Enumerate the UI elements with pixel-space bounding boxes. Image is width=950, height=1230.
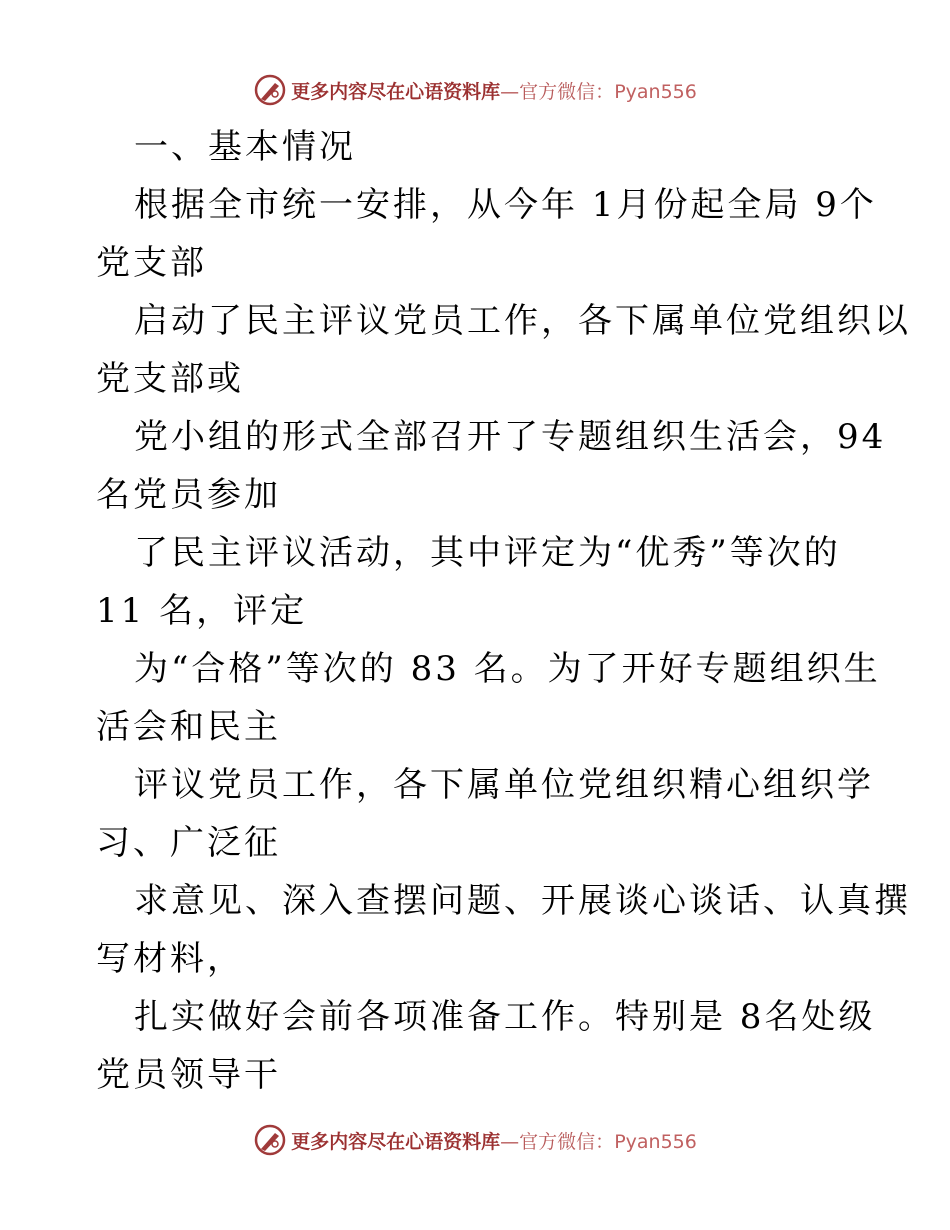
watermark-official: 官方微信：	[519, 1130, 615, 1153]
text-line: 写材料，	[96, 939, 244, 979]
text-line: 启动了民主评议党员工作，各下属单位党组织以	[134, 301, 911, 341]
text-line: 党员领导干	[96, 1055, 281, 1095]
watermark-main: 更多内容尽在心语资料库	[291, 80, 501, 103]
text-line: 了民主评议活动，其中评定为“优秀”等次的	[134, 533, 841, 573]
watermark-id: Pyan556	[614, 80, 697, 103]
watermark-id: Pyan556	[614, 1130, 697, 1153]
text-line: 评议党员工作，各下属单位党组织精心组织学	[134, 765, 874, 805]
text-line: 党支部	[96, 243, 207, 283]
pen-logo-icon	[253, 73, 287, 107]
watermark-separator: —	[500, 80, 520, 103]
text-line: 根据全市统一安排，从今年 1月份起全局 9个	[134, 185, 877, 225]
text-line: 党支部或	[96, 359, 244, 399]
text-line: 扎实做好会前各项准备工作。特别是 8名处级	[134, 997, 876, 1037]
watermark-text	[291, 1127, 697, 1154]
watermark-text	[291, 77, 697, 104]
pen-logo-icon	[253, 1123, 287, 1157]
watermark-header	[0, 68, 950, 112]
text-line: 活会和民主	[96, 707, 281, 747]
text-line: 名党员参加	[96, 475, 281, 515]
watermark-official: 官方微信：	[519, 80, 615, 103]
watermark-main: 更多内容尽在心语资料库	[291, 1130, 501, 1153]
watermark-separator: —	[500, 1130, 520, 1153]
text-line: 11 名，评定	[96, 591, 308, 631]
text-line: 为“合格”等次的 83 名。为了开好专题组织生	[134, 649, 881, 689]
text-line: 党小组的形式全部召开了专题组织生活会，94	[134, 417, 887, 457]
text-line: 习、广泛征	[96, 823, 281, 863]
watermark-footer	[0, 1118, 950, 1162]
document-body	[96, 118, 911, 1104]
section-heading: 一、基本情况	[134, 127, 356, 167]
text-line: 求意见、深入查摆问题、开展谈心谈话、认真撰	[134, 881, 911, 921]
